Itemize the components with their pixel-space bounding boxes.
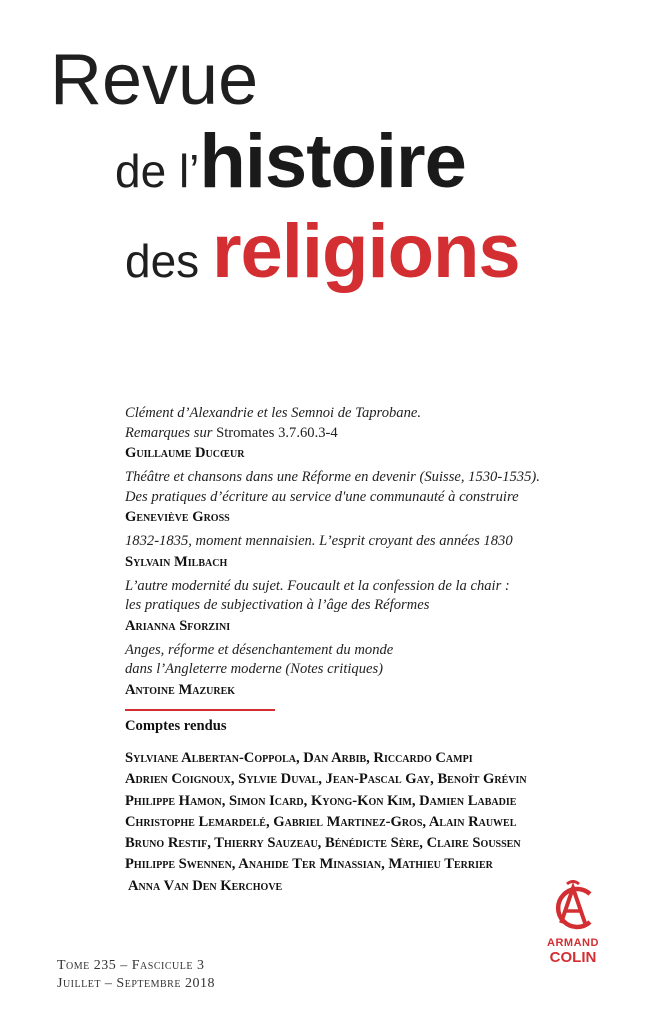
article-author: Sylvain Milbach <box>125 553 228 570</box>
issue-volume: Tome 235 – Fascicule 3 <box>57 958 205 973</box>
publisher-name-line1: ARMAND <box>547 937 599 949</box>
journal-title-line3 <box>125 209 520 294</box>
journal-title-line2 <box>115 119 466 204</box>
issue-date: Juillet – Septembre 2018 <box>57 976 215 991</box>
article-title: 1832-1835, moment mennaisien. L’esprit croyant des années 1830 <box>125 533 513 549</box>
journal-title-revue: Revue <box>50 40 259 120</box>
publisher-logo <box>543 877 603 965</box>
article-author: Guillaume Ducœur <box>125 445 245 461</box>
article-title-work: Stromates <box>216 424 275 441</box>
table-of-contents <box>125 404 625 705</box>
comptes-rendus-heading: Comptes rendus <box>125 718 227 734</box>
article-title-ref: 3.7.60.3-4 <box>274 424 338 441</box>
comptes-rendus-list <box>125 748 645 897</box>
article-title: Clément d’Alexandrie et les Semnoi de Taprobane. <box>125 405 422 421</box>
reviewer-line: Philippe Swennen, Anahide Ter Minassian, Mathieu Terrier <box>125 856 493 873</box>
article-title: dans l’Angleterre moderne (Notes critiques) <box>125 661 384 677</box>
article-entry <box>125 532 625 572</box>
reviewer-line: Christophe Lemardelé, Gabriel Martinez-Gros, Alain Rauwel <box>125 813 517 830</box>
publisher-name <box>543 938 603 965</box>
title-histoire: histoire <box>199 119 466 204</box>
armand-colin-monogram-icon <box>548 877 598 935</box>
issue-info <box>57 957 215 993</box>
reviewer-line: Bruno Restif, Thierry Sauzeau, Bénédicte Sère, Claire Soussen <box>125 835 521 852</box>
publisher-name-line2: COLIN <box>549 949 597 966</box>
article-title-part: Remarques sur <box>125 424 217 441</box>
article-entry <box>125 404 625 463</box>
article-title: les pratiques de subjectivation à l’âge des Réformes <box>125 597 430 613</box>
reviewer-line: Adrien Coignoux, Sylvie Duval, Jean-Pascal Gay, Benoît Grévin <box>125 771 527 788</box>
title-religions: religions <box>211 209 520 294</box>
article-entry <box>125 641 625 700</box>
title-des: des <box>125 235 212 287</box>
article-title: Des pratiques d’écriture au service d'une communauté à construire <box>125 488 519 505</box>
article-title: Théâtre et chansons dans une Réforme en devenir (Suisse, 1530-1535). <box>125 469 540 485</box>
article-title: Anges, réforme et désenchantement du monde <box>125 641 394 658</box>
article-title <box>125 424 625 444</box>
article-title: L’autre modernité du sujet. Foucault et la confession de la chair : <box>125 577 510 594</box>
article-entry <box>125 468 625 527</box>
reviewer-line: Philippe Hamon, Simon Icard, Kyong-Kon Kim, Damien Labadie <box>125 792 517 809</box>
article-entry <box>125 577 625 636</box>
reviewer-line: Anna Van Den Kerchove <box>128 877 283 894</box>
article-author: Antoine Mazurek <box>125 681 236 698</box>
article-author: Geneviève Gross <box>125 509 230 525</box>
reviewer-line: Sylviane Albertan-Coppola, Dan Arbib, Riccardo Campi <box>125 750 473 766</box>
article-author: Arianna Sforzini <box>125 617 231 634</box>
title-de-l: de l’ <box>115 145 200 197</box>
section-divider <box>125 709 275 711</box>
